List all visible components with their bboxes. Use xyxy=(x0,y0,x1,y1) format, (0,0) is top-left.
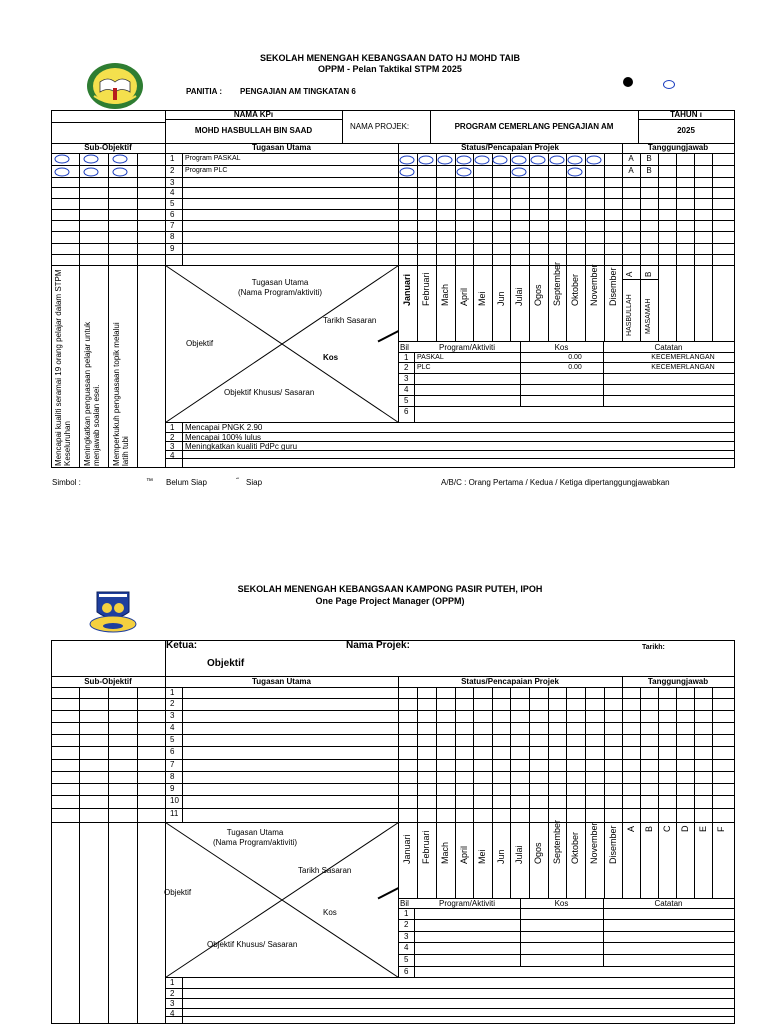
form2-resp-letter-d: D xyxy=(680,825,690,832)
form1-month-september: September xyxy=(552,261,562,306)
form1-sub-objective-1 xyxy=(54,266,72,466)
form1-task-resp-2: B xyxy=(646,154,652,163)
simbol-siap-icon: ˝ xyxy=(236,477,239,486)
form2-task-number: 8 xyxy=(170,772,175,781)
form2-task-number: 9 xyxy=(170,784,175,793)
form2-task-number: 3 xyxy=(170,711,175,720)
form2-cost-number: 2 xyxy=(404,920,409,929)
form2-month-november: November xyxy=(589,822,599,864)
form2-subtitle: One Page Project Manager (OPPM) xyxy=(315,596,465,606)
form1-month-november: November xyxy=(589,264,599,306)
form1-task-number: 4 xyxy=(170,188,175,197)
form2-diag-khusus: Objektif Khusus/ Sasaran xyxy=(207,940,298,949)
form1-cost-number: 1 xyxy=(404,353,409,362)
form2-resp-letter-e: E xyxy=(698,825,708,832)
form1-objective-number: 4 xyxy=(170,451,175,460)
form1-nama-kp-value: MOHD HASBULLAH BIN SAAD xyxy=(194,126,313,135)
form1-cost-number: 2 xyxy=(404,363,409,372)
form2-diag-kos: Kos xyxy=(323,908,337,917)
form2-cost-number: 4 xyxy=(404,943,409,952)
form1-cost-kos: 0.00 xyxy=(568,364,582,371)
siap-label: Siap xyxy=(246,478,263,487)
form1-task-number: 5 xyxy=(170,199,175,208)
form1-diag-program: (Nama Program/aktiviti) xyxy=(237,288,322,297)
form1-task-number: 3 xyxy=(170,178,175,187)
form2-task-number: 4 xyxy=(170,723,175,732)
form2-status-header: Status/Pencapaian Projek xyxy=(461,677,559,686)
form2-program-aktiviti-label: Program/Aktiviti xyxy=(438,899,495,908)
form1-nama-projek-label: NAMA PROJEK: xyxy=(350,122,410,131)
form2-objective-number: 4 xyxy=(170,1009,175,1018)
form1-objective-number: 2 xyxy=(170,433,175,442)
form1-objective-text: Meningkatkan kualiti PdPc guru xyxy=(185,442,298,451)
form2-month-disember: Disember xyxy=(608,825,618,864)
simbol-belum-siap-icon: ™ xyxy=(146,478,153,485)
form1-sub-objektif-header: Sub-Objektif xyxy=(84,143,132,152)
form1-diag-tugasan: Tugasan Utama xyxy=(251,278,309,287)
form2-resp-letter-b: B xyxy=(644,825,654,832)
form1-task-name: Program PASKAL xyxy=(185,155,241,162)
form2-diag-program: (Nama Program/aktiviti) xyxy=(212,838,297,847)
form1-nama-projek-value: PROGRAM CEMERLANG PENGAJIAN AM xyxy=(454,122,614,131)
form1-diag-objektif: Objektif xyxy=(186,339,214,348)
form1-month-januari: Januari xyxy=(402,273,412,306)
form1-program-aktiviti-label: Program/Aktiviti xyxy=(438,343,495,352)
form1-month-mach: Mach xyxy=(440,283,450,306)
form2-resp-letter-c: C xyxy=(662,825,672,832)
form1-tanggung-header: Tanggungjawab xyxy=(647,143,709,152)
form1-objective-number: 1 xyxy=(170,423,175,432)
legend-empty-dot xyxy=(663,80,675,89)
form1-tugasan-header: Tugasan Utama xyxy=(252,143,311,152)
form1-catatan-label: Catatan xyxy=(654,343,683,352)
form1-resp-letter-b: B xyxy=(644,271,653,277)
belum-siap-label: Belum Siap xyxy=(166,478,207,487)
form1-nama-kp-label: NAMA KPı xyxy=(233,110,274,119)
form2-nama-projek-label: Nama Projek: xyxy=(346,640,410,651)
form2-task-number: 10 xyxy=(170,796,179,805)
form1-panitia-value: PENGAJIAN AM TINGKATAN 6 xyxy=(240,87,356,96)
legend-filled-dot xyxy=(623,77,633,87)
form2-catatan-label: Catatan xyxy=(654,899,683,908)
form1-cost-catatan: KECEMERLANGAN xyxy=(651,364,715,371)
form2-sub-objektif-header: Sub-Objektif xyxy=(84,677,132,686)
form1-task-name: Program PLC xyxy=(185,167,228,174)
form1-task-number: 8 xyxy=(170,232,175,241)
form2-diag-objektif: Objektif xyxy=(164,888,192,897)
form2-month-oktober: Oktober xyxy=(570,831,580,864)
form1-month-disember: Disember xyxy=(608,267,618,306)
form1-kos-label: Kos xyxy=(554,343,569,352)
form1-task-number: 2 xyxy=(170,166,175,175)
form1-month-april: April xyxy=(459,287,469,306)
form2-month-januari: Januari xyxy=(402,834,412,864)
form1-cost-number: 3 xyxy=(404,374,409,383)
form2-resp-letter-f: F xyxy=(716,826,726,832)
form2-school-name: SEKOLAH MENENGAH KEBANGSAAN KAMPONG PASIR PUTEH, IPOH xyxy=(237,584,543,594)
form1-diag-tarikh: Tarikh Sasaran xyxy=(323,316,377,325)
form2-month-februari: Februari xyxy=(421,830,431,864)
form1-diag-khusus: Objektif Khusus/ Sasaran xyxy=(224,388,315,397)
form1-panitia-label: PANITIA : xyxy=(186,87,222,96)
school-logo-1 xyxy=(86,62,144,110)
form1-month-oktober: Oktober xyxy=(570,273,580,306)
form1-task-number: 6 xyxy=(170,210,175,219)
abc-note: A/B/C : Orang Pertama / Kedua / Ketiga dipertanggungjawabkan xyxy=(441,478,670,487)
form1-school-name: SEKOLAH MENENGAH KEBANGSAAN DATO HJ MOHD TAIB xyxy=(259,53,520,63)
form1-task-number: 7 xyxy=(170,221,175,230)
form2-tarikh-label: Tarikh: xyxy=(642,644,665,651)
form2-month-julai: Julai xyxy=(514,845,524,864)
form1-month-ogos: Ogos xyxy=(533,284,543,306)
form1-tahun-value: 2025 xyxy=(677,126,695,135)
form1-task-number: 1 xyxy=(170,154,175,163)
form2-month-april: April xyxy=(459,845,469,864)
form1-cost-program: PLC xyxy=(417,364,431,371)
form2-objektif-label: Objektif xyxy=(207,658,245,669)
form1-cost-program: PASKAL xyxy=(417,354,444,361)
form2-ketua-label: Ketua: xyxy=(166,640,198,651)
form2-diag-tugasan: Tugasan Utama xyxy=(226,828,284,837)
form1-status-header: Status/Pencapaian Projek xyxy=(461,143,559,152)
form2-cost-number: 3 xyxy=(404,932,409,941)
form1-sub-objective-2-text: Meningkatkan penguasaan pelajar untuk menjawab soalan esei. xyxy=(83,321,101,466)
form2-resp-letter-a: A xyxy=(626,825,636,832)
form2-month-ogos: Ogos xyxy=(533,842,543,864)
form1-diag-kos: Kos xyxy=(323,353,339,362)
form1-cost-number: 6 xyxy=(404,407,409,416)
form2-month-jun: Jun xyxy=(496,849,506,864)
form2-diag-tarikh: Tarikh Sasaran xyxy=(298,866,352,875)
form1-month-julai: Julai xyxy=(514,287,524,306)
form2-tugasan-header: Tugasan Utama xyxy=(252,677,311,686)
form1-objective-number: 3 xyxy=(170,442,175,451)
form2-task-number: 5 xyxy=(170,735,175,744)
form1-task-resp-2: B xyxy=(646,166,652,175)
form1-sub-objective-3 xyxy=(112,306,130,466)
form2-kos-label: Kos xyxy=(554,899,569,908)
form2-objective-number: 3 xyxy=(170,999,175,1008)
form2-task-number: 2 xyxy=(170,699,175,708)
form2-task-number: 7 xyxy=(170,760,175,769)
form2-bil-label: Bil xyxy=(400,899,409,908)
form1-cost-number: 5 xyxy=(404,396,409,405)
school-logo-2 xyxy=(87,590,139,636)
form2-objective-number: 2 xyxy=(170,989,175,998)
form1-month-februari: Februari xyxy=(421,272,431,306)
form2-cost-number: 6 xyxy=(404,967,409,976)
form2-tanggung-header: Tanggungjawab xyxy=(647,677,709,686)
form1-resp-name-1: HASBULLAH xyxy=(626,294,633,336)
form1-subtitle: OPPM - Pelan Taktikal STPM 2025 xyxy=(318,64,462,74)
form2-month-mei: Mei xyxy=(477,849,487,864)
form1-bil-label: Bil xyxy=(400,343,409,352)
form2-month-mach: Mach xyxy=(440,841,450,864)
form2-month-september: September xyxy=(552,819,562,864)
form1-task-number: 9 xyxy=(170,244,175,253)
form2-task-number: 6 xyxy=(170,747,175,756)
form2-task-number: 11 xyxy=(170,809,179,818)
form1-sub-objective-2 xyxy=(83,296,101,466)
form1-sub-objective-3-text: Memperkukuh penguasaan topik melalui latih tubi xyxy=(112,322,130,466)
form1-cost-kos: 0.00 xyxy=(568,354,582,361)
form1-tahun-label: TAHUN ı xyxy=(670,110,702,119)
form1-resp-letter-a: A xyxy=(625,271,634,277)
form1-sub-objective-1-text: Mencapai kualiti seramai 19 orang pelajar dalam STPM Keseluruhan xyxy=(54,269,72,466)
form1-cost-catatan: KECEMERLANGAN xyxy=(651,354,715,361)
form1-resp-name-2: MASAMAH xyxy=(645,298,652,334)
form1-task-resp-1: A xyxy=(628,166,634,175)
form2-cost-number: 5 xyxy=(404,955,409,964)
form2-task-number: 1 xyxy=(170,688,175,697)
form1-objective-text: Mencapai PNGK 2.90 xyxy=(185,423,263,432)
form1-objective-text: Mencapai 100% lulus xyxy=(185,433,262,442)
simbol-label: Simbol : xyxy=(52,478,81,487)
form1-month-jun: Jun xyxy=(496,291,506,306)
form1-month-mei: Mei xyxy=(477,291,487,306)
form1-task-resp-1: A xyxy=(628,154,634,163)
form2-objective-number: 1 xyxy=(170,978,175,987)
form2-cost-number: 1 xyxy=(404,909,409,918)
form1-cost-number: 4 xyxy=(404,385,409,394)
